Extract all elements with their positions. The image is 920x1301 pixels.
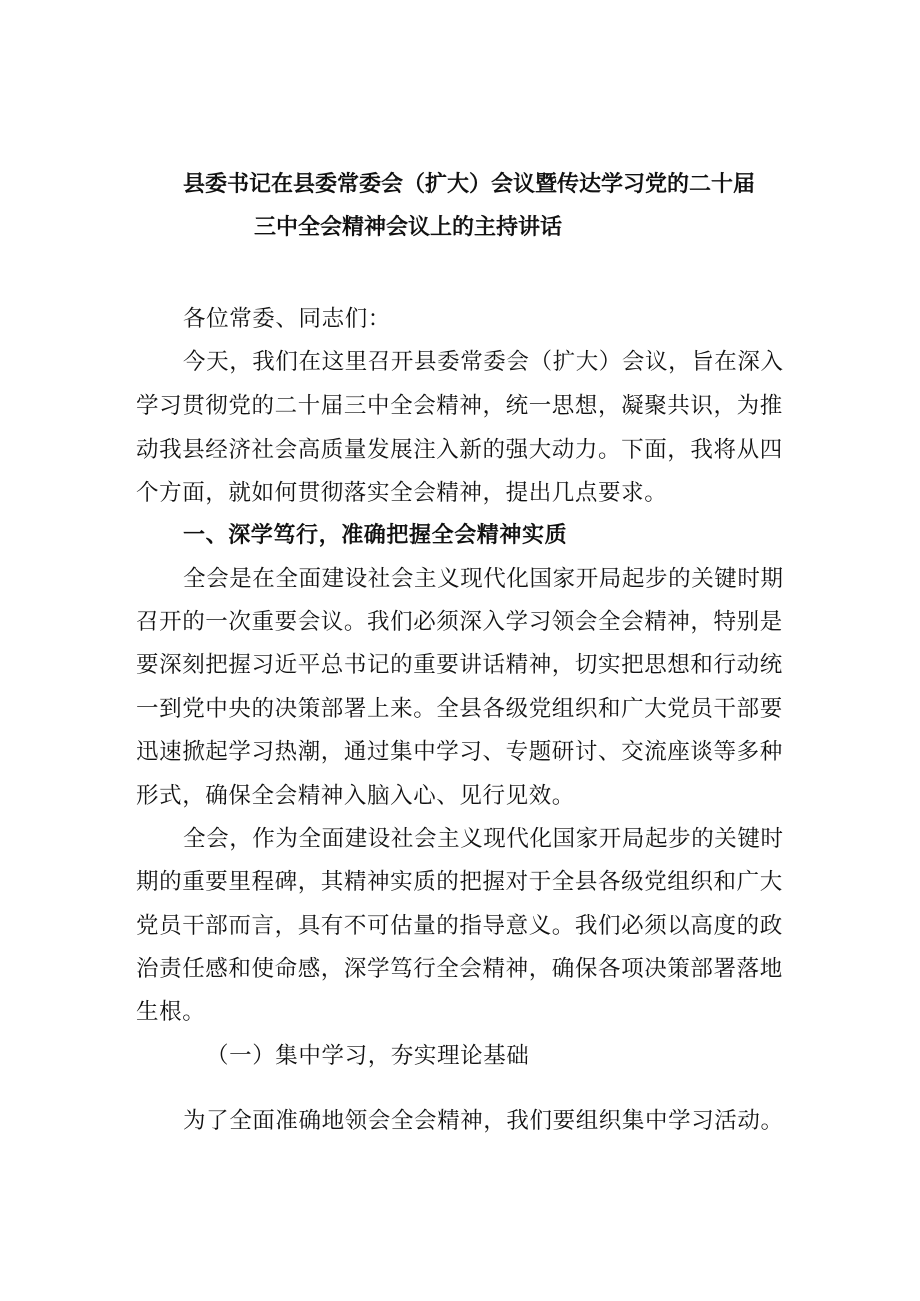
paragraph-line: 治责任感和使命感，深学笃行全会精神，确保各项决策部署落地 [136, 956, 783, 982]
paragraph-line: 学习贯彻党的二十届三中全会精神，统一思想，凝聚共识，为推 [136, 393, 783, 419]
paragraph-line: 迅速掀起学习热潮，通过集中学习、专题研讨、交流座谈等多种 [136, 739, 783, 765]
document-title-line-1: 县委书记在县委常委会（扩大）会议暨传达学习党的二十届 [183, 172, 756, 197]
paragraph-line: 形式，确保全会精神入脑入心、见行见效。 [136, 783, 575, 809]
paragraph-line: 为了全面准确地领会全会精神，我们要组织集中学习活动。 [183, 1108, 784, 1134]
paragraph-line: 党员干部而言，具有不可估量的指导意义。我们必须以高度的政 [136, 913, 783, 939]
paragraph-line: 要深刻把握习近平总书记的重要讲话精神，切实把思想和行动统 [136, 652, 783, 678]
paragraph-line: 动我县经济社会高质量发展注入新的强大动力。下面，我将从四 [136, 437, 783, 463]
paragraph-line: 一到党中央的决策部署上来。全县各级党组织和广大党员干部要 [136, 696, 783, 722]
paragraph-line: 生根。 [136, 999, 206, 1025]
salutation: 各位常委、同志们： [183, 306, 391, 332]
paragraph-line: 召开的一次重要会议。我们必须深入学习领会全会精神，特别是 [136, 609, 783, 635]
document-title-line-2: 三中全会精神会议上的主持讲话 [254, 215, 563, 240]
subsection-heading: （一）集中学习，夯实理论基础 [206, 1043, 530, 1069]
section-heading: 一、深学笃行，准确把握全会精神实质 [183, 523, 568, 548]
paragraph-line: 期的重要里程碑，其精神实质的把握对于全县各级党组织和广大 [136, 869, 783, 895]
paragraph-line: 个方面，就如何贯彻落实全会精神，提出几点要求。 [136, 480, 668, 506]
paragraph-line: 全会是在全面建设社会主义现代化国家开局起步的关键时期 [183, 566, 784, 592]
paragraph-line: 今天，我们在这里召开县委常委会（扩大）会议，旨在深入 [183, 349, 784, 375]
paragraph-line: 全会，作为全面建设社会主义现代化国家开局起步的关键时 [183, 826, 784, 852]
